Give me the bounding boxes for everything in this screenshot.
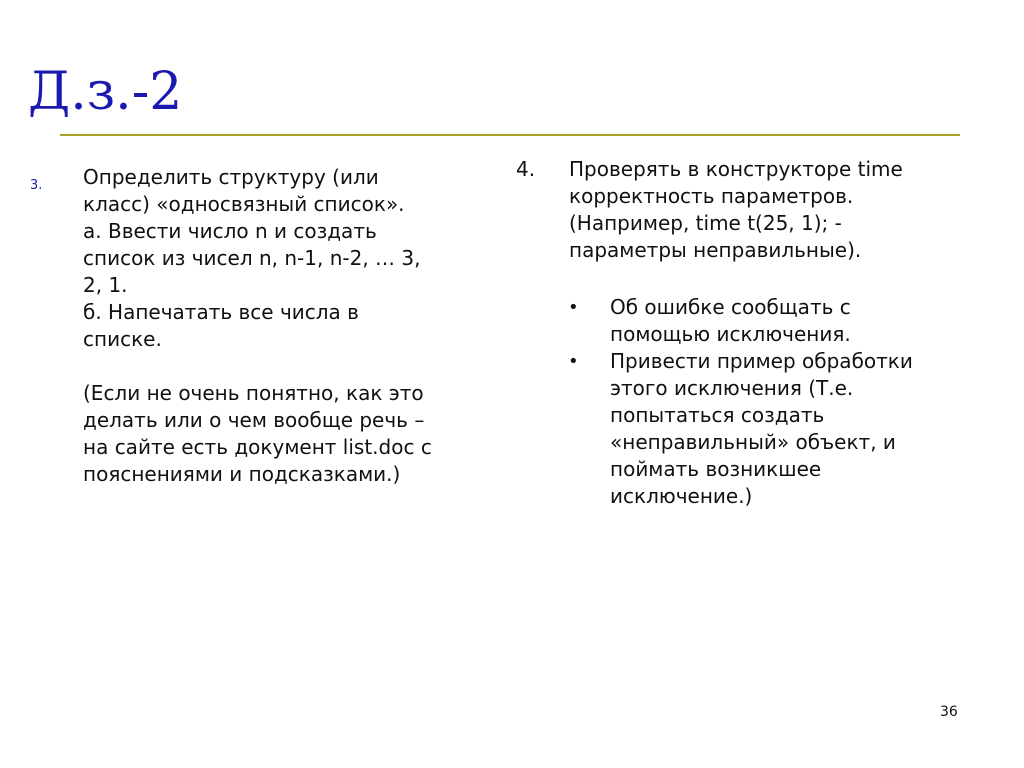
task-4-bullet-list bbox=[566, 294, 986, 510]
task-3-line: б. Напечатать все числа в bbox=[83, 300, 359, 324]
task-3-text bbox=[83, 164, 500, 488]
title-divider bbox=[60, 134, 960, 136]
bullet-line: «неправильный» объект, и bbox=[610, 430, 896, 454]
task-3-note-line: на сайте есть документ list.doc с bbox=[83, 435, 432, 459]
task-3-note-line: (Если не очень понятно, как это bbox=[83, 381, 424, 405]
slide-title: Д.з.-2 bbox=[28, 62, 183, 122]
task-3-line: списке. bbox=[83, 327, 162, 351]
task-3-line: класс) «односвязный список». bbox=[83, 192, 405, 216]
bullet-item bbox=[566, 348, 986, 510]
bullet-line: поймать возникшее bbox=[610, 457, 822, 481]
bullet-icon: • bbox=[568, 351, 579, 372]
bullet-item bbox=[566, 294, 986, 348]
bullet-line: помощью исключения. bbox=[610, 322, 851, 346]
task-3-note-line: делать или о чем вообще речь – bbox=[83, 408, 425, 432]
task-3-line: а. Ввести число n и создать bbox=[83, 219, 377, 243]
task-3-number: 3. bbox=[30, 178, 43, 193]
bullet-line: Об ошибке сообщать с bbox=[610, 295, 851, 319]
bullet-line: Привести пример обработки bbox=[610, 349, 913, 373]
task-4-block bbox=[516, 156, 986, 264]
task-3-line: список из чисел n, n-1, n-2, … 3, bbox=[83, 246, 421, 270]
task-3-block bbox=[30, 164, 500, 488]
task-3-line: 2, 1. bbox=[83, 273, 128, 297]
task-4-line: (Например, time t(25, 1); - bbox=[569, 211, 842, 235]
task-4-line: параметры неправильные). bbox=[569, 238, 862, 262]
task-4-text bbox=[569, 156, 986, 264]
paragraph-gap bbox=[83, 353, 500, 380]
task-3-line: Определить структуру (или bbox=[83, 165, 379, 189]
task-4-number: 4. bbox=[516, 157, 536, 181]
task-4-line: корректность параметров. bbox=[569, 184, 854, 208]
bullet-line: исключение.) bbox=[610, 484, 753, 508]
page-number: 36 bbox=[940, 704, 958, 720]
task-4-line: Проверять в конструкторе time bbox=[569, 157, 903, 181]
task-3-note-line: пояснениями и подсказками.) bbox=[83, 462, 401, 486]
bullet-line: попытаться создать bbox=[610, 403, 825, 427]
bullet-icon: • bbox=[568, 297, 579, 318]
bullet-line: этого исключения (Т.е. bbox=[610, 376, 854, 400]
